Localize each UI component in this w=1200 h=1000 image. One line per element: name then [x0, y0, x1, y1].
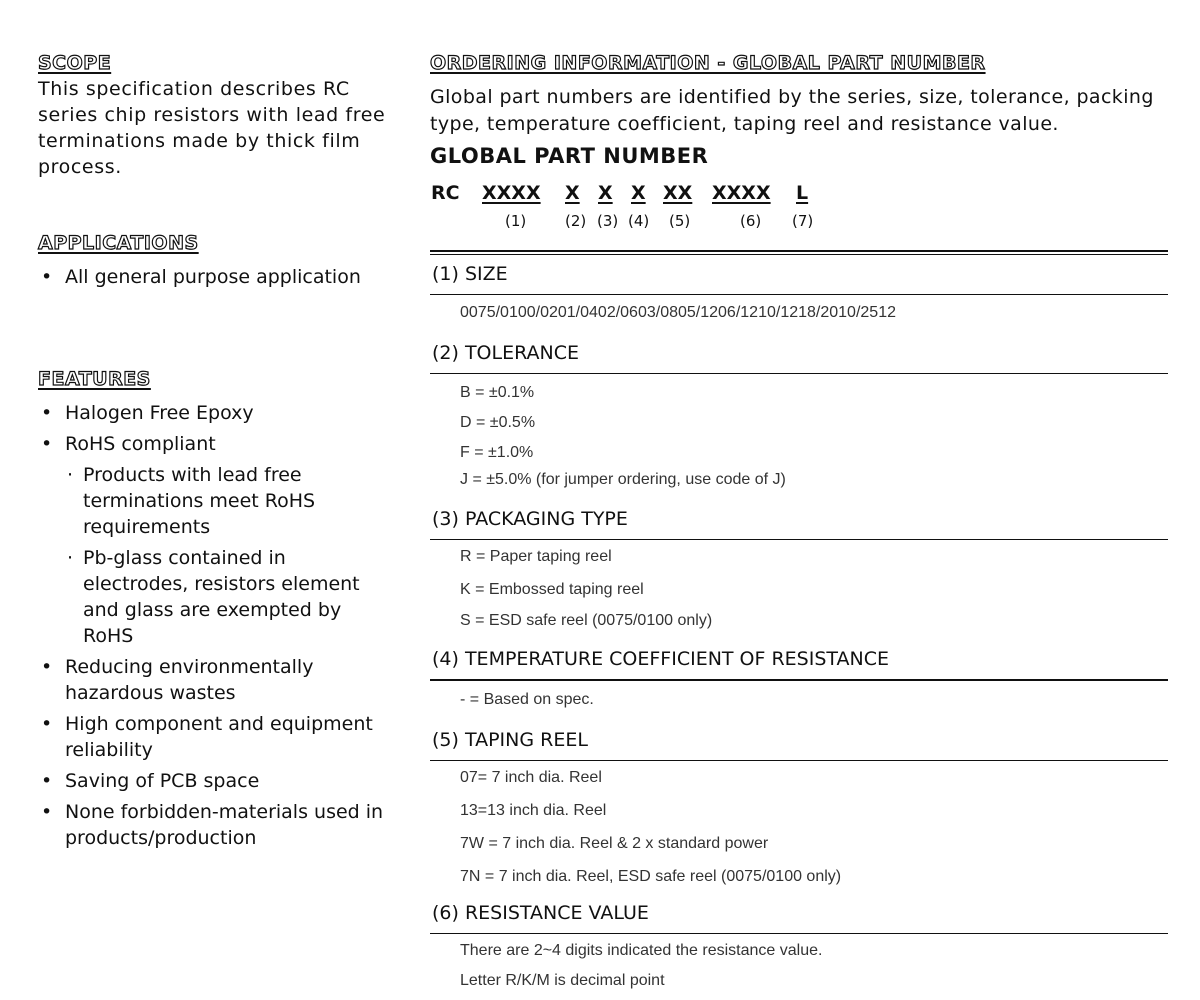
section-title: (3) PACKAGING TYPE — [432, 508, 628, 530]
code-number: (3) — [597, 212, 619, 230]
scope-heading: SCOPE — [38, 52, 112, 74]
sub-list-item: · Pb-glass contained in electrodes, resistors element and glass are exempted by RoHS — [67, 547, 360, 647]
applications-heading-wrap — [38, 232, 199, 254]
list-item: There are 2~4 digits indicated the resistance value. — [460, 942, 823, 959]
code-number: (7) — [792, 212, 814, 230]
code-segment: XXXX — [712, 182, 771, 204]
code-segment: L — [796, 182, 809, 204]
section-temperature-coefficient — [430, 647, 1168, 719]
section-taping-reel — [430, 728, 1168, 893]
section-title: (6) RESISTANCE VALUE — [432, 902, 649, 924]
list-item: D = ±0.5% — [460, 414, 536, 431]
scope-block — [38, 52, 388, 180]
bullet-icon: • — [41, 266, 53, 288]
section-tolerance — [430, 341, 1168, 491]
list-item: • All general purpose application — [41, 266, 361, 288]
list-item: • Halogen Free Epoxy — [41, 402, 254, 424]
code-segment: XXXX — [482, 182, 541, 204]
middle-dot-icon: · — [67, 547, 74, 569]
code-number: (2) — [565, 212, 587, 230]
list-item: • Reducing environmentally hazardous wastes — [41, 656, 314, 704]
section-packaging-type — [430, 507, 1168, 636]
features-heading-wrap — [38, 368, 151, 390]
code-number: (1) — [505, 212, 527, 230]
list-item: • None forbidden-materials used in products/production — [41, 801, 384, 849]
list-item: • Saving of PCB space — [41, 770, 260, 792]
bullet-icon: • — [41, 801, 53, 823]
middle-dot-icon: · — [67, 464, 74, 486]
code-number: (4) — [628, 212, 650, 230]
applications-list — [38, 264, 388, 295]
list-item: 13=13 inch dia. Reel — [460, 802, 607, 819]
bullet-icon: • — [41, 713, 53, 735]
bullet-icon: • — [41, 770, 53, 792]
list-item: S = ESD safe reel (0075/0100 only) — [460, 612, 713, 629]
section-title: (4) TEMPERATURE COEFFICIENT OF RESISTANCE — [432, 648, 890, 670]
bullet-icon: • — [41, 433, 53, 455]
list-item: 07= 7 inch dia. Reel — [460, 769, 602, 786]
section-title: (5) TAPING REEL — [432, 729, 588, 751]
code-segment: X — [631, 182, 646, 204]
list-item: - = Based on spec. — [460, 691, 594, 708]
bullet-icon: • — [41, 402, 53, 424]
code-segment: XX — [663, 182, 693, 204]
code-number: (5) — [669, 212, 691, 230]
bullet-icon: • — [41, 656, 53, 678]
section-title: (1) SIZE — [432, 263, 508, 285]
sub-list-item: · Products with lead free terminations meet RoHS requirements — [67, 464, 316, 538]
code-segment: X — [598, 182, 613, 204]
list-item: J = ±5.0% (for jumper ordering, use code of J) — [460, 471, 786, 488]
list-item: • RoHS compliant — [41, 433, 216, 455]
list-item: • High component and equipment reliability — [41, 713, 373, 761]
list-item: K = Embossed taping reel — [460, 581, 644, 598]
section-title: (2) TOLERANCE — [432, 342, 580, 364]
list-item: Letter R/K/M is decimal point — [460, 972, 665, 989]
applications-heading: APPLICATIONS — [38, 232, 199, 254]
list-item: F = ±1.0% — [460, 444, 534, 461]
scope-text: This specification describes RC series chip resistors with lead free terminations made by thick film process. — [38, 78, 386, 178]
divider — [430, 250, 1168, 255]
list-item: 7N = 7 inch dia. Reel, ESD safe reel (0075/0100 only) — [460, 868, 842, 885]
section-resistance-value — [430, 901, 1168, 995]
ordering-heading: ORDERING INFORMATION - GLOBAL PART NUMBER — [430, 52, 986, 74]
features-list — [38, 400, 388, 856]
code-number: (6) — [740, 212, 762, 230]
ordering-intro: Global part numbers are identified by the series, size, tolerance, packing type, temperature coefficient, taping reel and resistance value. — [430, 86, 1154, 135]
list-item: 0075/0100/0201/0402/0603/0805/1206/1210/1218/2010/2512 — [460, 304, 896, 321]
part-number-code — [430, 174, 1168, 230]
section-size — [430, 262, 1168, 331]
list-item: B = ±0.1% — [460, 384, 535, 401]
gpn-title: GLOBAL PART NUMBER — [430, 144, 709, 168]
features-heading: FEATURES — [38, 368, 151, 390]
list-item: 7W = 7 inch dia. Reel & 2 x standard power — [460, 835, 769, 852]
code-segment: X — [565, 182, 580, 204]
ordering-block — [430, 52, 1168, 230]
code-prefix: RC — [431, 182, 460, 204]
list-item: R = Paper taping reel — [460, 548, 612, 565]
